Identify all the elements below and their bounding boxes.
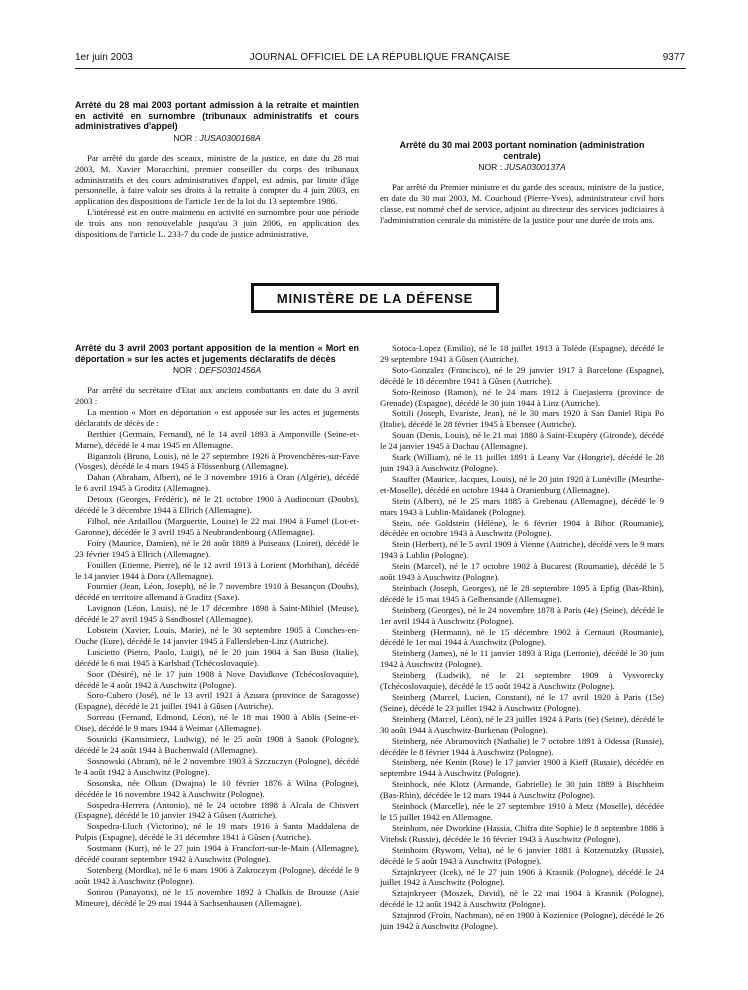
arrete-nomination-paragraph: Par arrêté du Premier ministre et du garde des sceaux, ministre de la justice, en date du 30 mai 2003, M. Couchoud (Pierre-Yves), administrateur civil hors classe, est nommé chef de service, adjoint au directeur des services judiciaires à l'administration centrale du ministère de la justice pour une durée de trois ans.: [380, 182, 664, 225]
deportation-entry: Sztajnkryeer (Icek), né le 27 juin 1906 à Krasnik (Pologne), décédé le 24 juillet 1942 à Auschwitz (Pologne).: [380, 866, 664, 888]
arrete-nomination-title: Arrêté du 30 mai 2003 portant nomination (administration centrale): [399, 140, 645, 161]
deportation-entry: Steinbach (Joseph, Georges), né le 28 septembre 1895 à Epfig (Bas-Rhin), décédé le 15 mai 1945 à Gelbensande (Allemagne).: [380, 582, 664, 604]
nor-code: JUSA0300137A: [504, 162, 566, 173]
deportation-entry: Sotenberg (Mordka), né le 6 mars 1906 à Zakroczym (Pologne), décédé le 9 août 1942 à Auschwitz (Pologne).: [75, 864, 359, 886]
deportation-entry: Fouillen (Etienne, Pierre), né le 12 avril 1913 à Lorient (Morbihan), décédé le 14 janvier 1944 à Dora (Allemagne).: [75, 559, 359, 581]
arrete-deportation-title: Arrêté du 3 avril 2003 portant apposition de la mention « Mort en déportation » sur les actes et jugements déclaratifs de décès: [75, 343, 359, 364]
deportation-entry: Biganzoli (Bruno, Louis), né le 27 septembre 1926 à Provenchères-sur-Fave (Vosges), décédé le 4 mars 1945 à Flössenburg (Allemagne).: [75, 450, 359, 472]
deportation-entry: Lobstein (Xavier, Louis, Marie), né le 30 septembre 1905 à Conches-en-Ouche (Eure), décédé le 14 janvier 1945 à Fallersleben-Linz (Autriche).: [75, 625, 359, 646]
deportation-entry: Lavignon (Léon, Louis), né le 17 décembre 1898 à Saint-Mihiel (Meuse), décédé le 27 avril 1945 à Sandbostel (Allemagne).: [75, 603, 359, 625]
arrete-nomination-section: [380, 140, 664, 226]
deportation-entry: Luscietto (Pietro, Paolo, Luigi), né le 20 juin 1904 à San Buso (Italie), décédé le 6 mai 1945 à Karlsbad (Tchécoslovaquie).: [75, 646, 359, 668]
nor-code: DEFS0301456A: [199, 365, 262, 376]
deportation-entry: Steinhorn, née Dworkine (Hassia, Chifra dite Sophie) le 8 septembre 1886 à Vitebsk (Russie), décédée le 16 février 1943 à Auschwitz (Pologne).: [380, 822, 664, 844]
deportation-entry: Steinbock (Marcelle), née le 27 septembre 1910 à Metz (Moselle), décédée le 15 juillet 1942 en Allemagne.: [380, 801, 664, 822]
deportation-entry: Steinberg (Marcel, Lucien, Constant), né le 17 avril 1920 à Paris (15e) (Seine), décédé le 23 juillet 1942 à Auschwitz (Pologne).: [380, 692, 664, 713]
deportation-entry: Steinberg, née Kenin (Rose) le 17 janvier 1900 à Kieff (Russie), décédée en septembre 1944 à Auschwitz (Pologne).: [380, 757, 664, 779]
deportation-list-right: [380, 343, 664, 932]
arrete-retraite-section: [75, 100, 359, 240]
deportation-entry: Sottili (Joseph, Evariste, Jean), né le 30 mars 1920 à San Daniel Ripa Po (Italie), décédé le 28 février 1945 à Ebensee (Autriche).: [380, 408, 664, 430]
deportation-entry: Sosnowski (Abram), né le 2 novembre 1903 à Szczuczyn (Pologne), décédé le 4 août 1942 à Auschwitz (Pologne).: [75, 755, 359, 777]
arrete-deportation-right-column: [380, 343, 664, 983]
header-rule: [75, 68, 686, 69]
arrete-retraite-paragraph: Par arrêté du garde des sceaux, ministre de la justice, en date du 28 mai 2003, M. Xavier Moracchini, premier conseiller du corps des tribunaux administratifs et des cours administratives d'appel, est admis, par limite d'âge personnelle, à faire valoir ses droits à la retraite à compter du 4 juin 2003, en application des dispositions de l'article 1er de la loi du 13 septembre 1986.: [75, 152, 359, 207]
arrete-deportation-intro: Par arrêté du secrétaire d'Etat aux anciens combattants en date du 3 avril 2003 :: [75, 385, 359, 406]
header-page-number: 9377: [662, 52, 685, 63]
deportation-entry: Detoux (Georges, Frédéric), né le 21 octobre 1900 à Audincourt (Doubs), décédé le 3 décembre 1944 à Ellrich (Allemagne).: [75, 494, 359, 516]
arrete-retraite-title: Arrêté du 28 mai 2003 portant admission à la retraite et maintien en activité en surnombre (tribunaux administratifs et cours administratives d'appel): [75, 100, 359, 132]
deportation-entry: Steinhoim (Rywom, Velta), né le 6 janvier 1881 à Kotzenutzky (Russie), décédé le 5 août 1943 à Auschwitz (Pologne).: [380, 844, 664, 866]
deportation-entry: Sztajnrod (Froïn, Nachman), né en 1900 à Kozienice (Pologne), décédé le 26 juin 1942 à Auschwitz (Pologne).: [380, 910, 664, 932]
nor-code: JUSA0300168A: [199, 132, 261, 143]
deportation-entry: Sosonska, née Olkun (Dwajna) le 10 février 1876 à Wilna (Pologne), décédée le 16 novembre 1942 à Auschwitz (Pologne).: [75, 777, 359, 799]
nor-label: NOR :: [172, 365, 200, 376]
deportation-entry: Soto-Gonzalez (Francisco), né le 29 janvier 1917 à Barcelone (Espagne), décédé le 18 décembre 1941 à Gûsen (Autriche).: [380, 364, 664, 386]
deportation-entry: Stein (Herbert), né le 5 avril 1909 à Vienne (Autriche), décédé vers le 9 mars 1943 à Lublin (Pologne).: [380, 539, 664, 561]
deportation-entry: Steinberg (Hermann), né le 15 décembre 1902 à Cernauti (Roumanie), décédé le 1er mai 1944 à Auschwitz (Pologne).: [380, 626, 664, 648]
nor-label: NOR :: [478, 162, 505, 173]
arrete-retraite-nor: [75, 133, 359, 144]
deportation-entry: Steinberg (Georges), né le 24 novembre 1878 à Paris (4e) (Seine), décédé le 1er avril 1944 à Auschwitz (Pologne).: [380, 604, 664, 626]
deportation-entry: Stein (Marcel), né le 17 octobre 1902 à Bucarest (Roumanie), décédé le 5 août 1943 à Auschwitz (Pologne).: [380, 561, 664, 583]
arrete-nomination-nor: [380, 162, 664, 173]
deportation-entry: Sotirou (Panayotis), né le 15 novembre 1892 à Chalkis de Brousse (Asie Mineure), décédé le 29 mai 1944 à Sachsenhausen (Allemagne).: [75, 886, 359, 908]
deportation-entry: Steinberg (Ludwik), né le 21 septembre 1909 à Vysvorecky (Tchécoslovaquie), décédé le 15 août 1942 à Auschwitz (Pologne).: [380, 670, 664, 692]
header-date: 1er juin 2003: [75, 52, 133, 63]
deportation-entry: Stein, née Goldstein (Hélène), le 6 février 1904 à Bihor (Roumanie), décédée en octobre 1943 à Auschwitz (Pologne).: [380, 517, 664, 539]
deportation-entry: Steinberg (James), né le 11 janvier 1893 à Riga (Lettonie), décédé le 30 juin 1942 à Auschwitz (Pologne).: [380, 648, 664, 670]
deportation-entry: Sorreau (Fernand, Edmond, Léon), né le 18 mai 1900 à Ablis (Seine-et-Oise), décédé le 9 mars 1944 à Weimar (Allemagne).: [75, 712, 359, 734]
deportation-list-left: [75, 429, 359, 909]
page-header: [75, 52, 685, 66]
arrete-deportation-lead: La mention « Mort en déportation » est apposée sur les actes et jugements déclaratifs de décès de :: [75, 406, 359, 428]
deportation-entry: Sospedra-Herrera (Antonio), né le 24 octobre 1898 à Alcala de Chisvert (Espagne), décédé le 10 janvier 1942 à Gûsen (Autriche).: [75, 799, 359, 821]
deportation-entry: Sospedra-Lluch (Victorino), né le 19 mars 1916 à Santa Maddalena de Pulpis (Espagne), décédé le 31 décembre 1941 à Gûsen (Autriche).: [75, 821, 359, 843]
deportation-entry: Souan (Denis, Louis), né le 21 mai 1880 à Saint-Exupéry (Gironde), décédé le 24 janvier 1945 à Dachau (Allemagne).: [380, 430, 664, 452]
deportation-entry: Stark (William), né le 11 juillet 1891 à Leany Var (Hongrie), décédé le 28 juin 1943 à Auschwitz (Pologne).: [380, 452, 664, 473]
arrete-deportation-nor: [75, 365, 359, 376]
deportation-entry: Stein (Albert), né le 25 mars 1885 à Grebenau (Allemagne), décédé le 9 mars 1943 à Lublin-Maïdanek (Pologne).: [380, 495, 664, 517]
deportation-entry: Foiry (Maurice, Damien), né le 28 août 1889 à Puiseaux (Loiret), décédé le 23 février 1945 à Ellrich (Allemagne).: [75, 537, 359, 559]
arrete-deportation-left-column: [75, 343, 359, 983]
deportation-entry: Dahan (Abraham, Albert), né le 3 novembre 1916 à Oran (Algérie), décédé le 6 avril 1945 à Groditz (Allemagne).: [75, 472, 359, 494]
deportation-entry: Steinbock, née Klotz (Armande, Gabrielle) le 30 juin 1889 à Bischheim (Bas-Rhin), décédée le 12 mars 1944 à Auschwitz (Pologne).: [380, 779, 664, 801]
deportation-entry: Steinberg, née Abramovitch (Nathalie) le 7 octobre 1891 à Odessa (Russie), décédée le 8 février 1944 à Auschwitz (Pologne).: [380, 735, 664, 757]
deportation-entry: Sostmann (Kurt), né le 27 juin 1904 à Francfort-sur-le-Main (Allemagne), décédé courant septembre 1942 à Auschwitz (Pologne).: [75, 843, 359, 865]
deportation-entry: Soto-Reinoso (Ramon), né le 24 mars 1912 à Cuejasierra (province de Grenade) (Espagne), décédé le 30 juin 1944 à Linz (Autriche).: [380, 386, 664, 408]
header-journal-title: JOURNAL OFFICIEL DE LA RÉPUBLIQUE FRANÇAISE: [249, 52, 511, 63]
ministry-heading: MINISTÈRE DE LA DÉFENSE: [251, 283, 499, 313]
nor-label: NOR :: [173, 132, 200, 143]
deportation-entry: Fournier (Jean, Léon, Joseph), né le 7 novembre 1910 à Besançon (Doubs), décédé en territoire allemand à Graditz (Saxe).: [75, 581, 359, 603]
deportation-entry: Berthier (Germain, Fernand), né le 14 avril 1893 à Amponville (Seine-et-Marne), décédé le 4 mai 1945 en Allemagne.: [75, 428, 359, 450]
arrete-retraite-paragraph: L'intéressé est en outre maintenu en activité en surnombre pour une période de trois ans non renouvelable jusqu'au 3 juin 2006, en application des dispositions de l'article L. 233-7 du code de justice administrative.: [75, 207, 359, 240]
deportation-entry: Soro-Cubero (José), né le 13 avril 1921 à Azuara (province de Saragosse) (Espagne), décédé le 21 juillet 1941 à Gûsen (Autriche).: [75, 690, 359, 712]
deportation-entry: Soor (Désiré), né le 17 juin 1908 à Nove Davidkove (Tchécoslovaquie), décédé le 4 août 1942 à Auschwitz (Pologne).: [75, 668, 359, 690]
deportation-entry: Sztajnkryeer (Moszek, David), né le 22 mai 1904 à Krasnik (Pologne), décédé le 12 août 1942 à Auschwitz (Pologne).: [380, 888, 664, 910]
deportation-entry: Sotoca-Lopez (Emilio), né le 18 juillet 1913 à Tolède (Espagne), décédé le 29 septembre 1941 à Gûsen (Autriche).: [380, 343, 664, 364]
deportation-entry: Filhol, née Ardaillou (Marguerite, Louise) le 22 mai 1904 à Fumel (Lot-et-Garonne), décédée le 3 avril 1945 à Neubrandenbourg (Allemagne).: [75, 515, 359, 537]
deportation-entry: Stauffer (Maurice, Jacques, Louis), né le 20 juin 1920 à Lunéville (Meurthe-et-Moselle), décédé en octobre 1944 à Oranienburg (Allemagne).: [380, 473, 664, 495]
deportation-entry: Sosnicki (Kamsimierz, Ludwig), né le 25 août 1908 à Sanok (Pologne), décédé le 24 août 1944 à Buchenwald (Allemagne).: [75, 734, 359, 755]
deportation-entry: Steinberg (Marcel, Léon), né le 23 juillet 1924 à Paris (6e) (Seine), décédé le 30 août 1944 à Auschwitz-Burkenau (Pologne).: [380, 713, 664, 735]
